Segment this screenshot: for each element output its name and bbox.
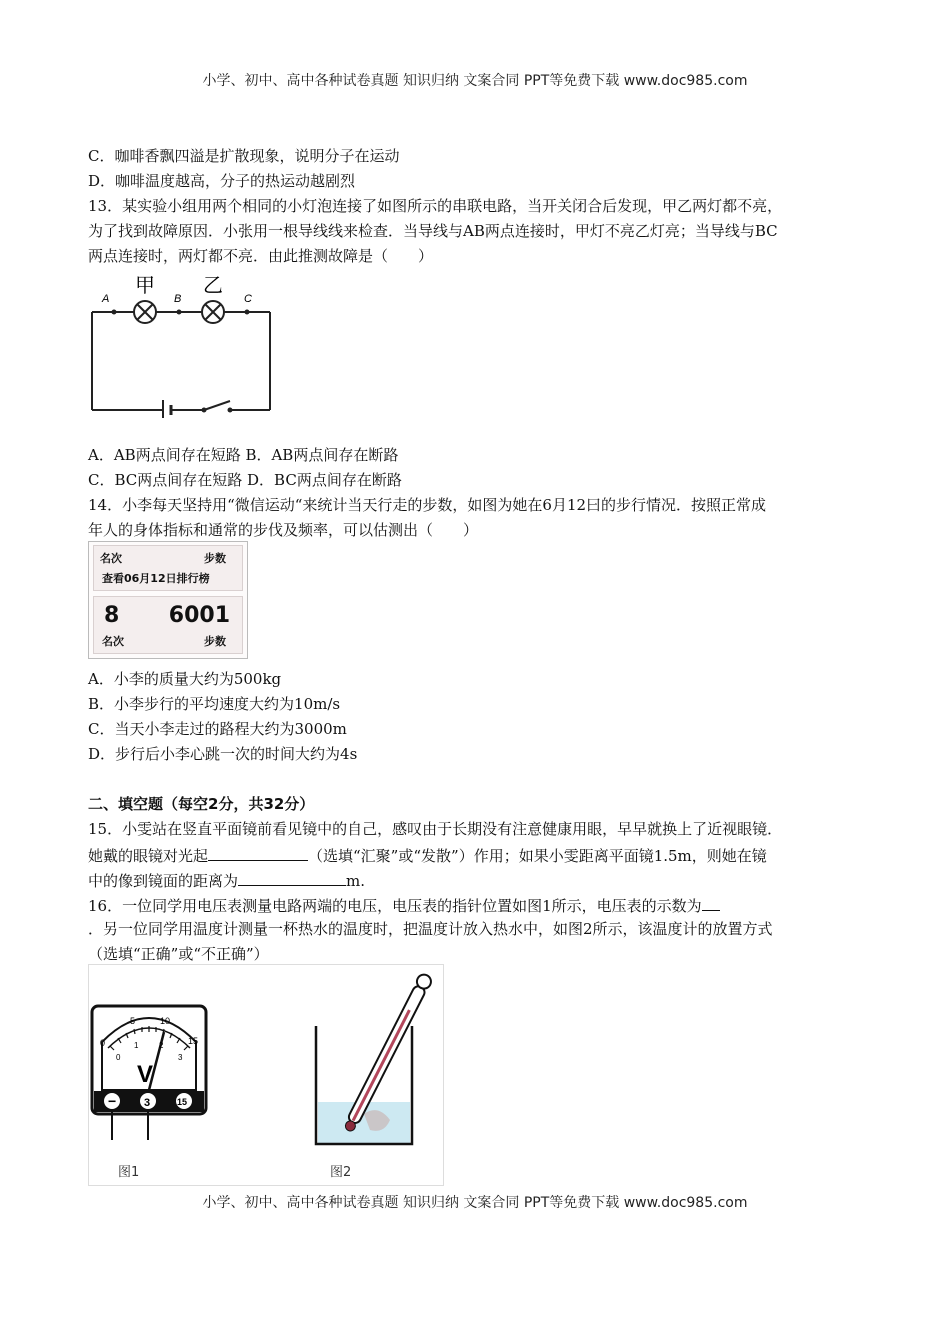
q15-text-3a: 中的像到镜面的距离为 [88,872,239,890]
col-rank-label: 名次 [100,552,122,565]
voltmeter-symbol: V [137,1061,154,1088]
wechat-steps-screenshot [88,541,248,659]
battery-icon [163,400,171,418]
page-header: 小学、初中、高中各种试卷真题 知识归纳 文案合同 PPT等免费下载 www.doc985.com [202,73,748,89]
label-c: C [244,293,252,305]
q13-stem-line3: 两点连接时，两灯都不亮．由此推测故障是（ ） [88,247,434,265]
lamp-yi-icon [202,301,224,323]
q14-option-a: A．小李的质量大约为500kg [88,670,282,688]
q16-stem-line1 [88,894,720,916]
terminal-15-label: 15 [177,1097,188,1107]
q15-text-3b: m. [346,872,366,890]
steps-value: 6001 [168,603,230,628]
ranking-subtitle: 查看06月12日排行榜 [102,572,210,585]
q15-blank-1[interactable] [208,844,308,861]
q15-text-2b: （选填“汇聚”或“发散”）作用；如果小雯距离平面镜1.5m，则她在镜 [308,847,767,865]
q13-stem-line2: 为了找到故障原因．小张用一根导线线来检查．当导线与AB两点连接时，甲灯不亮乙灯亮；当导线与BC [88,222,778,240]
q16-stem-line2: ．另一位同学用温度计测量一杯热水的温度时，把温度计放入热水中，如图2所示，该温度计的放置方式 [88,920,773,938]
q16-blank-1[interactable] [702,894,720,911]
scale-top-0: 0 [100,1038,106,1048]
q14-stem-line1: 14．小李每天坚持用“微信运动“来统计当天行走的步数，如图为她在6月12曰的步行情况．按照正常成 [88,496,767,514]
point-a-dot [112,310,117,315]
q15-stem-line1: 15．小雯站在竖直平面镜前看见镜中的自己，感叹由于长期没有注意健康用眼，早早就换上了近视眼镜． [88,820,783,838]
point-b-dot [177,310,182,315]
label-b: B [174,293,182,305]
q14-stem-line2: 年人的身体指标和通常的步伐及频率，可以估测出（ ） [88,521,479,539]
q16-stem-line3: （选填“正确”或“不正确”） [88,945,269,963]
rank-value: 8 [104,603,120,628]
label-jia: 甲 [135,273,155,297]
q12-option-c: C．咖啡香飘四溢是扩散现象，说明分子在运动 [88,147,400,165]
q13-stem-line1: 13．某实验小组用两个相同的小灯泡连接了如图所示的串联电路，当开关闭合后发现，甲乙两灯都不亮， [88,197,783,215]
point-c-dot [245,310,250,315]
q15-text-2a: 她戴的眼镜对光起 [88,847,209,865]
scale-bottom-1: 1 [134,1041,139,1050]
q16-text-1: 16．一位同学用电压表测量电路两端的电压，电压表的指针位置如图1所示，电压表的示数为 [88,897,702,915]
q15-stem-line3 [88,869,365,891]
scale-bottom-0: 0 [116,1053,121,1062]
col-steps-label: 步数 [204,552,226,565]
q14-option-c: C．当天小李走过的路程大约为3000m [88,720,347,738]
rank-caption: 名次 [102,635,124,648]
q15-blank-2[interactable] [238,869,346,886]
q15-stem-line2 [88,844,767,866]
lamp-jia-icon [134,301,156,323]
ranking-header-card [93,545,243,591]
q13-options-ab: A．AB两点间存在短路 B．AB两点间存在断路 [88,446,399,464]
q14-option-b: B．小李步行的平均速度大约为10m/s [88,695,341,713]
terminal-3-label: 3 [144,1097,151,1109]
scale-bottom-2: 2 [159,1041,164,1050]
q13-options-cd: C．BC两点间存在短路 D．BC两点间存在断路 [88,471,402,489]
ranking-value-card [93,596,243,654]
switch-icon [202,401,233,413]
series-circuit-diagram [84,268,276,418]
page-footer: 小学、初中、高中各种试卷真题 知识归纳 文案合同 PPT等免费下载 www.doc985.com [202,1195,748,1211]
q12-option-d: D．咖啡温度越高，分子的热运动越剧烈 [88,172,356,190]
q16-figures [88,964,444,1186]
section-title-fill-in: 二、填空题（每空2分，共32分） [88,795,315,813]
scale-top-15: 15 [188,1036,199,1046]
scale-bottom-3: 3 [178,1053,183,1062]
scale-top-5: 5 [130,1016,136,1026]
fig2-caption: 图2 [330,1165,352,1180]
steps-caption: 步数 [204,635,226,648]
scale-top-10: 10 [160,1016,171,1026]
label-yi: 乙 [203,273,223,297]
fig1-caption: 图1 [118,1165,140,1180]
label-a: A [102,293,110,305]
q14-option-d: D．步行后小李心跳一次的时间大约为4s [88,745,358,763]
terminal-negative-label: − [108,1093,117,1109]
